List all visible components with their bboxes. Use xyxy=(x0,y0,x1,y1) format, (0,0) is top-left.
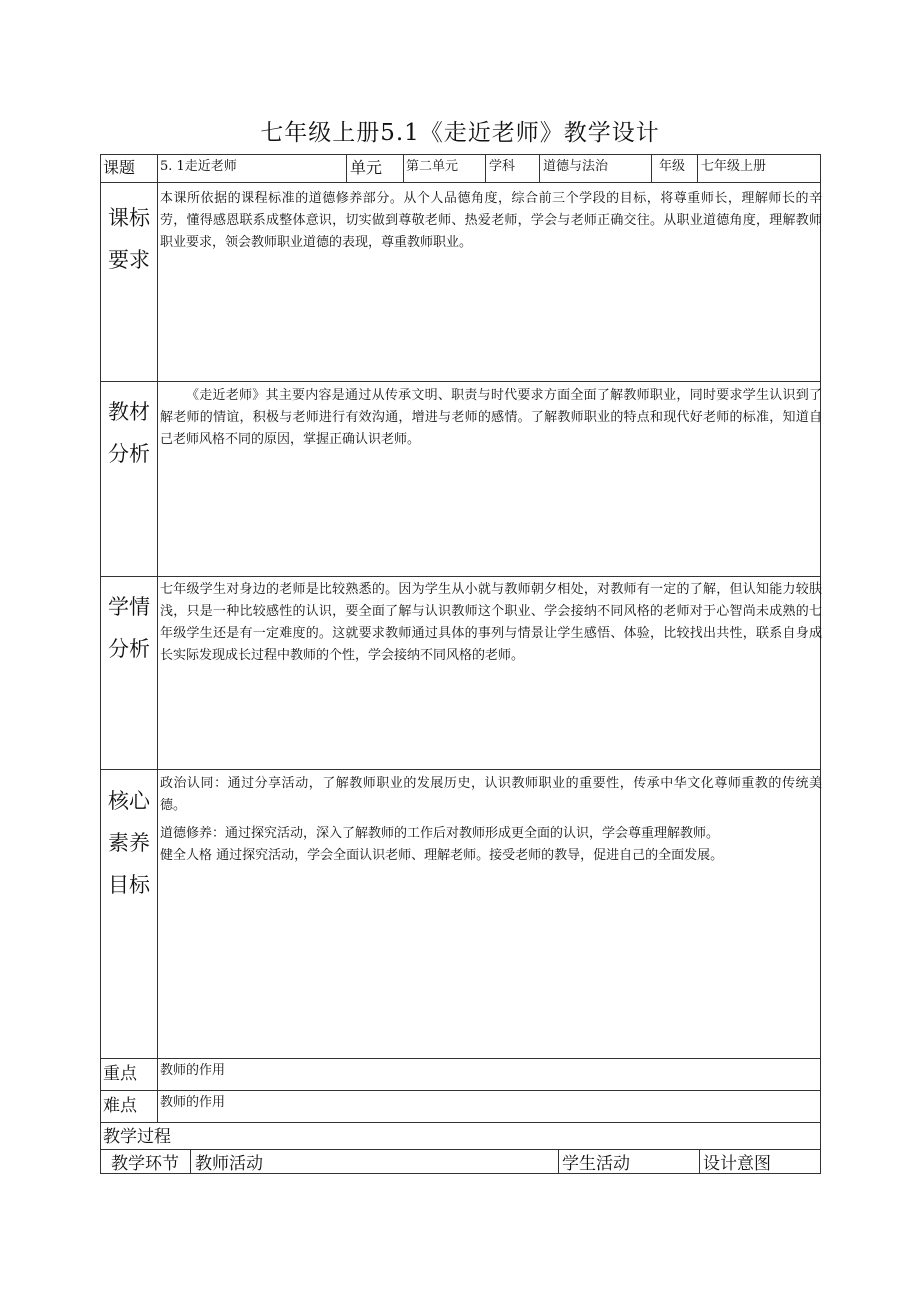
lesson-value: 5. 1走近老师 xyxy=(160,159,237,174)
core-label xyxy=(101,780,157,906)
material-label-line: 教材 xyxy=(108,400,150,424)
standards-paragraph: 本课所依据的课程标准的道德修养部分。从个人品德角度，综合前三个学段的目标，将尊重师长，理解师长的辛劳，懂得感恩联系成整体意识，切实做到尊敬老师、热爱老师，学会与老师正确交往。从职业道德角度，理解教师职业要求，领会教师职业道德的表现，尊重教师职业。 xyxy=(160,191,822,250)
key-point-value: 教师的作用 xyxy=(160,1063,226,1078)
core-label-line: 素养 xyxy=(108,831,150,855)
row-divider xyxy=(101,576,820,577)
core-text xyxy=(160,773,822,867)
standards-label xyxy=(101,197,157,281)
document-title: 七年级上册5.1《走近老师》教学设计 xyxy=(260,120,660,146)
row-divider xyxy=(101,1090,820,1091)
material-label xyxy=(101,391,157,475)
row-divider xyxy=(101,1149,820,1150)
material-label-line: 分析 xyxy=(108,442,150,466)
core-moral: 道德修养：通过探究活动，深入了解教师的工作后对教师形成更全面的认识，学会尊重理解教师。 xyxy=(160,826,720,841)
subject-value: 道德与法治 xyxy=(543,159,609,174)
process-divider xyxy=(190,1149,191,1173)
subject-label: 学科 xyxy=(489,159,516,174)
header-divider xyxy=(403,155,404,182)
row-divider xyxy=(101,769,820,770)
material-paragraph: 《走近老师》其主要内容是通过从传承文明、职责与时代要求方面全面了解教师职业，同时要求学生认识到了解老师的情谊，积极与老师进行有效沟通，增进与老师的感情。了解教师职业的特点和现代好老师的标准，知道自己老师风格不同的原因，掌握正确认识老师。 xyxy=(160,388,822,447)
material-text xyxy=(160,385,822,451)
label-column-divider xyxy=(157,155,158,1122)
row-divider xyxy=(101,1058,820,1059)
lesson-plan-table xyxy=(100,154,821,1174)
process-divider xyxy=(558,1149,559,1173)
header-divider xyxy=(485,155,486,182)
header-divider xyxy=(697,155,698,182)
header-divider xyxy=(539,155,540,182)
header-divider xyxy=(651,155,652,182)
core-personality: 健全人格 通过探究活动，学会全面认识老师、理解老师。接受老师的教导，促进自己的全面发展。 xyxy=(160,848,724,863)
unit-label: 单元 xyxy=(350,158,383,177)
process-col-intent: 设计意图 xyxy=(703,1154,771,1174)
students-label-line: 学情 xyxy=(108,595,150,619)
core-label-line: 目标 xyxy=(108,873,150,897)
core-label-line: 核心 xyxy=(108,789,150,813)
standards-text xyxy=(160,188,822,254)
standards-label-line: 课标 xyxy=(108,206,150,230)
students-paragraph: 七年级学生对身边的老师是比较熟悉的。因为学生从小就与教师朝夕相处，对教师有一定的了解，但认知能力较肤浅，只是一种比较感性的认识，要全面了解与认识教师这个职业、学会接纳不同风格的老师对于心智尚未成熟的七年级学生还是有一定难度的。这就要求教师通过具体的事列与情景让学生感悟、体验，比较找出共性，联系自身成长实际发现成长过程中教师的个性，学会接纳不同风格的老师。 xyxy=(160,582,822,663)
row-divider xyxy=(101,1122,820,1123)
students-text xyxy=(160,579,822,667)
grade-label: 年级 xyxy=(659,159,686,174)
process-label: 教学过程 xyxy=(103,1127,171,1147)
grade-value: 七年级上册 xyxy=(701,159,767,174)
process-col-stage: 教学环节 xyxy=(111,1154,179,1174)
standards-label-line: 要求 xyxy=(108,248,150,272)
row-divider xyxy=(101,381,820,382)
process-col-student: 学生活动 xyxy=(562,1154,630,1174)
key-point-label: 重点 xyxy=(103,1064,137,1084)
students-label-line: 分析 xyxy=(108,637,150,661)
lesson-label: 课题 xyxy=(103,158,136,177)
unit-value: 第二单元 xyxy=(406,159,459,174)
header-divider xyxy=(346,155,347,182)
difficulty-label: 难点 xyxy=(103,1096,137,1116)
row-divider xyxy=(101,182,820,183)
difficulty-value: 教师的作用 xyxy=(160,1095,226,1110)
core-political: 政治认同：通过分享活动，了解教师职业的发展历史，认识教师职业的重要性，传承中华文化尊师重教的传统美德。 xyxy=(160,776,822,813)
process-divider xyxy=(699,1149,700,1173)
process-col-teacher: 教师活动 xyxy=(195,1154,263,1174)
students-label xyxy=(101,586,157,670)
